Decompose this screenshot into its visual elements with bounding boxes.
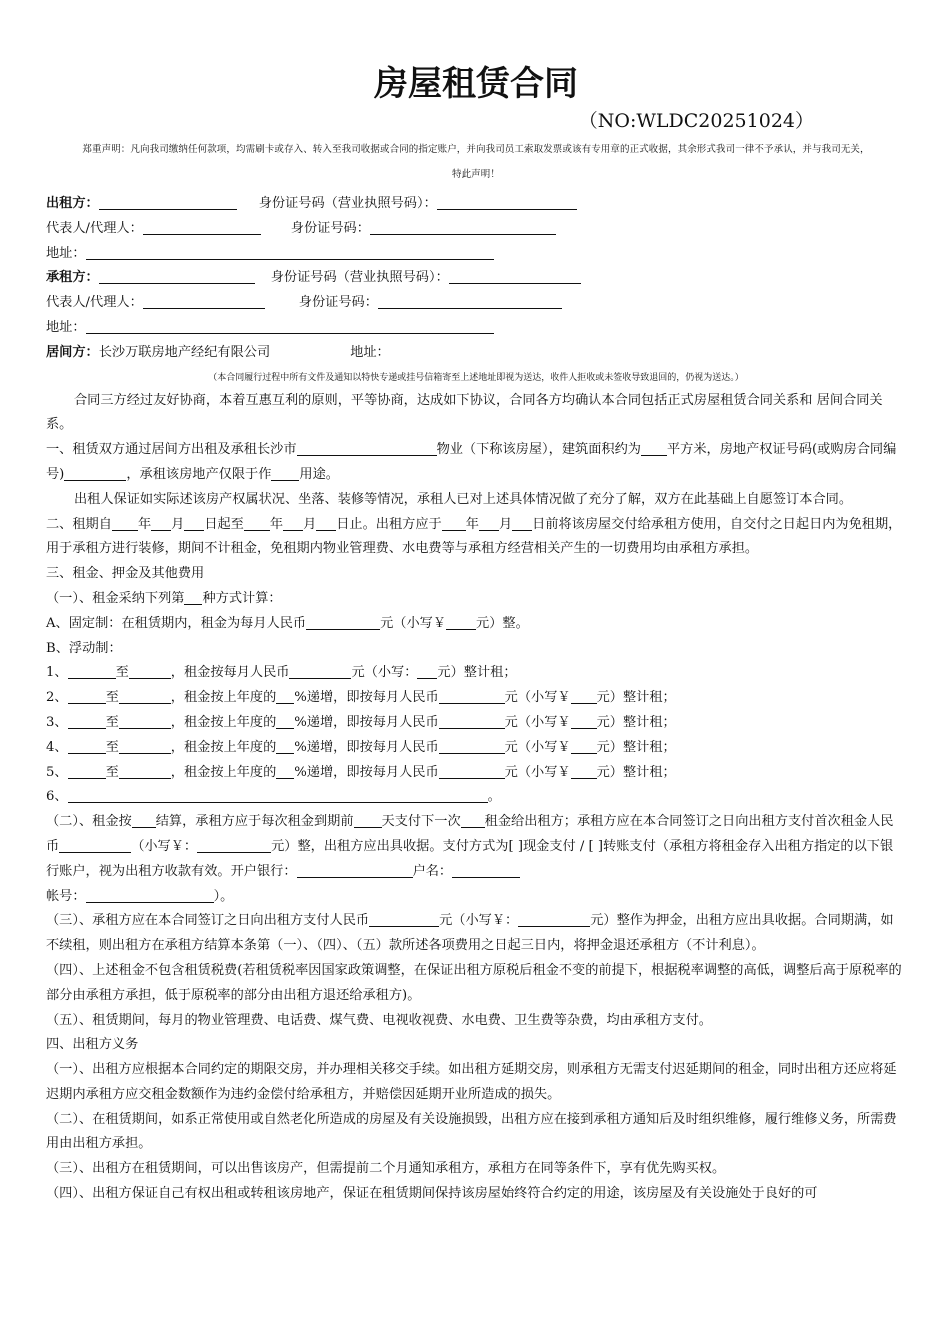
period-to-blank[interactable] <box>129 662 171 679</box>
lessee-id-blank[interactable] <box>449 267 581 284</box>
service-of-notice-note: （本合同履行过程中所有文件及通知以特快专递或挂号信箱寄至上述地址即视为送达，收件人拒收或未签收导致退回的，仍视为送达。） <box>208 372 744 383</box>
rent-amount-blank[interactable] <box>439 687 505 704</box>
lessor-row <box>46 192 906 217</box>
clause-4-3: （三）、出租方在租赁期间，可以出售该房产，但需提前二个月通知承租方，承租方在同等条件下，享有优先购买权。 <box>46 1161 726 1177</box>
clause-3-3-text: 元（小写￥： <box>439 913 519 929</box>
lessee-id-label: 身份证号码（营业执照号码）： <box>270 270 449 286</box>
fixed-rent-figure-blank[interactable] <box>446 613 476 630</box>
lessor-agent-blank[interactable] <box>143 218 261 235</box>
row-text: %递增，即按每月人民币 <box>294 739 439 755</box>
clause-3-A-text: 元）整。 <box>476 615 529 631</box>
clause-2-text: 日起至 <box>204 516 244 532</box>
account-number-label: 帐号： <box>46 888 86 904</box>
broker-label: 居间方： <box>46 344 99 360</box>
period-from-blank[interactable] <box>68 662 116 679</box>
fixed-rent-blank[interactable] <box>306 613 380 630</box>
lessee-agent-blank[interactable] <box>143 292 265 309</box>
row-text: 。 <box>487 789 501 805</box>
lessor-label: 出租方： <box>46 196 99 211</box>
deposit-blank[interactable] <box>369 910 439 927</box>
row-prefix: 4、 <box>46 739 68 755</box>
row-text: 至 <box>105 764 119 780</box>
row-text: 元）整计租； <box>596 739 676 755</box>
period-from-blank[interactable] <box>68 712 106 729</box>
clause-3-A-text: 元（小写￥ <box>380 615 447 631</box>
clause-4-2: （二）、在租赁期间，如系正常使用或自然老化所造成的房屋及有关设施损毁，出租方应在接到承租方通知后及时组织维修，履行维修义务，所需费用由出租方承担。 <box>46 1111 897 1152</box>
solemn-declaration <box>46 136 906 188</box>
row-text: ，租金按上年度的 <box>170 714 277 730</box>
lessee-agent-id-label: 身份证号码： <box>298 295 378 311</box>
clause-3-1-text: 种方式计算： <box>202 590 282 606</box>
clause-3-heading: 三、租金、押金及其他费用 <box>46 566 205 582</box>
lessee-address-label: 地址： <box>46 319 86 335</box>
clause-3-3-text: 元）整作为押金，出租方应出具收据。合同期满，如不续租，则出租方在承租方结算本条第（一）、（四）、（五）款所述各项费用之日起三日内，将押金退还承租方（不计利息）。 <box>46 913 894 954</box>
start-month-blank[interactable] <box>151 514 171 531</box>
other-terms-blank[interactable] <box>68 786 488 803</box>
end-day-blank[interactable] <box>316 514 336 531</box>
first-rent-figure-blank[interactable] <box>197 836 271 853</box>
period-to-blank[interactable] <box>119 762 171 779</box>
clause-1-text: 平方米，房地产权证号码(或购房合同编号) <box>46 442 897 482</box>
contract-page <box>46 60 906 1207</box>
period-from-blank[interactable] <box>68 687 106 704</box>
row-prefix: 1、 <box>46 665 68 681</box>
row-text: %递增，即按每月人民币 <box>294 764 439 780</box>
row-text: 至 <box>105 690 119 706</box>
handover-month-blank[interactable] <box>479 514 499 531</box>
row-text: 元）整计租； <box>596 714 676 730</box>
floating-rent-row-2 <box>46 686 906 711</box>
period-to-blank[interactable] <box>119 712 171 729</box>
lessor-address-label: 地址： <box>46 245 86 261</box>
account-name-blank[interactable] <box>452 861 520 878</box>
clause-3-B: B、浮动制： <box>46 640 122 656</box>
clause-3-2-text: 元）整，出租方应出具收据。支付方式为[ ]现金支付 / [ ]转账支付（承租方将租金存入出租方指定的以下银行账户，视为出租方收款有效。开户银行： <box>46 838 894 879</box>
clause-1-text: 用途。 <box>299 466 339 482</box>
clause-3-2 <box>46 810 906 884</box>
period-to-blank[interactable] <box>119 737 171 754</box>
row-prefix: 2、 <box>46 690 68 706</box>
increase-rate-blank[interactable] <box>276 712 294 729</box>
floating-rent-row-3 <box>46 711 906 736</box>
row-prefix: 3、 <box>46 714 68 730</box>
clause-2 <box>46 513 906 563</box>
row-text: 至 <box>115 665 129 681</box>
bank-name-blank[interactable] <box>297 861 413 878</box>
lessor-id-label: 身份证号码（营业执照号码）： <box>258 196 437 211</box>
period-from-blank[interactable] <box>68 762 106 779</box>
end-month-blank[interactable] <box>283 514 303 531</box>
increase-rate-blank[interactable] <box>276 762 294 779</box>
clause-4-heading: 四、出租方义务 <box>46 1037 139 1053</box>
row-text: 元（小写￥ <box>504 714 571 730</box>
row-text: 至 <box>105 714 119 730</box>
area-blank[interactable] <box>641 439 667 456</box>
rent-figure-blank[interactable] <box>571 737 597 754</box>
clause-3-A <box>46 612 906 637</box>
broker-address-label: 地址： <box>350 344 390 360</box>
account-number-blank[interactable] <box>86 886 214 903</box>
clause-3-4: （四）、上述租金不包含租赁税费(若租赁税率因国家政策调整，在保证出租方原税后租金不变的前提下，根据税率调整的高低，调整后高于原税率的部分由承租方承担，低于原税率的部分由出租方退还给承租方)。 <box>46 962 902 1003</box>
row-text: ，租金按上年度的 <box>170 690 277 706</box>
lessee-agent-id-blank[interactable] <box>378 292 562 309</box>
rent-amount-blank[interactable] <box>439 712 505 729</box>
end-year-blank[interactable] <box>244 514 270 531</box>
usage-blank[interactable] <box>271 464 299 481</box>
row-text: %递增，即按每月人民币 <box>294 690 439 706</box>
row-text: 元（小写￥ <box>504 764 571 780</box>
broker-name: 长沙万联房地产经纪有限公司 <box>98 344 271 360</box>
floating-rent-row-6 <box>46 785 906 810</box>
certificate-no-blank[interactable] <box>64 464 126 481</box>
intro-paragraph: 合同三方经过友好协商，本着互惠互利的原则，平等协商，达成如下协议，合同各方均确认本合同包括正式房屋租赁合同关系和 居间合同关系。 <box>46 392 883 433</box>
row-prefix: 5、 <box>46 764 68 780</box>
increase-rate-blank[interactable] <box>276 737 294 754</box>
clause-2-text: 日内为免租期，用于承租方进行装修，期间不计租金，免租期内物业管理费、水电费等与承租方经营相关产生的一切费用均由承租方承担。 <box>46 516 902 557</box>
clause-1 <box>46 438 906 488</box>
next-rent-blank[interactable] <box>461 811 485 828</box>
row-text: 元（小写￥ <box>504 690 571 706</box>
row-text: 至 <box>105 739 119 755</box>
row-text: 元）整计租； <box>596 764 676 780</box>
start-day-blank[interactable] <box>184 514 204 531</box>
floating-rent-row-4 <box>46 736 906 761</box>
clause-1-guarantee: 出租人保证如实际述该房产权属状况、坐落、装修等情况，承租人已对上述具体情况做了充分了解，双方在此基础上自愿签订本合同。 <box>74 491 853 507</box>
lessor-agent-label: 代表人/代理人： <box>46 220 143 236</box>
row-text: ，租金按上年度的 <box>170 739 277 755</box>
clause-3-5: （五）、租赁期间，每月的物业管理费、电话费、煤气费、电视收视费、水电费、卫生费等杂费，均由承租方支付。 <box>46 1012 712 1028</box>
row-text: 元）整计租； <box>437 665 517 681</box>
clause-3-2-text: 天支付下一次 <box>381 814 461 830</box>
deposit-figure-blank[interactable] <box>518 910 590 927</box>
clause-3-3 <box>46 909 906 959</box>
row-text: %递增，即按每月人民币 <box>294 714 439 730</box>
handover-year-blank[interactable] <box>442 514 466 531</box>
lessor-agent-row <box>46 217 906 242</box>
clause-1-text: 物业（下称该房屋），建筑面积约为 <box>436 442 641 458</box>
settlement-period-blank[interactable] <box>132 811 156 828</box>
rent-figure-blank[interactable] <box>571 687 597 704</box>
row-text: 元）整计租； <box>596 690 676 706</box>
method-choice-blank[interactable] <box>184 588 202 605</box>
floating-rent-row-5 <box>46 761 906 786</box>
clause-2-text: 年 <box>137 516 152 532</box>
clause-2-text: 日前将该房屋交付给承租方使用，自交付之日起 <box>532 516 810 532</box>
row-text: 元（小写： <box>351 665 418 681</box>
floating-rent-row-1 <box>46 661 906 686</box>
clause-3-2-text: 租金给出租方；承租方应在本合同签订之日向出租方支付首次租金人民币 <box>46 814 894 854</box>
first-rent-blank[interactable] <box>59 836 131 853</box>
contract-title: 房屋租赁合同 <box>374 64 578 104</box>
contract-number: （NO:WLDC20251024） <box>578 110 814 132</box>
property-location-blank[interactable] <box>297 439 437 456</box>
clause-3-2-account <box>46 885 906 910</box>
clause-2-text: 年 <box>465 516 479 532</box>
clause-3-2-text: 户名： <box>412 863 453 879</box>
lessor-id-blank[interactable] <box>437 193 577 210</box>
rent-figure-blank[interactable] <box>417 662 437 679</box>
lessor-agent-id-label: 身份证号码： <box>290 220 370 236</box>
lessee-agent-label: 代表人/代理人： <box>46 295 143 311</box>
clause-3-1-text: （一）、租金采纳下列第 <box>46 590 185 606</box>
clause-2-text: 年 <box>269 516 284 532</box>
lessee-name-blank[interactable] <box>99 267 255 284</box>
row-prefix: 6、 <box>46 789 68 805</box>
clause-3-1 <box>46 587 906 612</box>
clause-3-2-text: （二）、租金按 <box>46 814 132 830</box>
rent-amount-blank[interactable] <box>439 762 505 779</box>
clause-2-text: 月 <box>171 516 185 532</box>
rent-amount-blank[interactable] <box>289 662 351 679</box>
clause-1-text: 一、租赁双方通过居间方出租及承租长沙市 <box>46 442 297 458</box>
clause-2-text: 月 <box>303 516 317 532</box>
handover-day-blank[interactable] <box>512 514 532 531</box>
clause-4-4: （四）、出租方保证自己有权出租或转租该房地产，保证在租赁期间保持该房屋始终符合约定的用途，该房屋及有关设施处于良好的可 <box>46 1186 818 1202</box>
clause-2-text: 日止。出租方应于 <box>336 516 442 532</box>
period-from-blank[interactable] <box>68 737 106 754</box>
lessor-agent-id-blank[interactable] <box>370 218 556 235</box>
lessee-label: 承租方： <box>46 270 99 286</box>
rent-figure-blank[interactable] <box>571 712 597 729</box>
clause-4-1: （一）、出租方应根据本合同约定的期限交房，并办理相关移交手续。如出租方延期交房，则承租方无需支付迟延期间的租金，同时出租方还应将延迟期内承租方应交租金数额作为违约金偿付给承租方，并赔偿因延期开业所造成的损失。 <box>46 1062 897 1102</box>
lessee-agent-row <box>46 291 906 316</box>
lessor-address-row <box>46 242 906 267</box>
clause-2-text: 月 <box>498 516 513 532</box>
row-text: ，租金按上年度的 <box>170 764 277 780</box>
broker-row <box>46 341 906 366</box>
clause-2-text: 二、租期自 <box>46 516 112 532</box>
lessor-name-blank[interactable] <box>99 193 237 210</box>
lessee-row <box>46 266 906 291</box>
clause-3-3-text: （三）、承租方应在本合同签订之日向出租方支付人民币 <box>46 913 370 929</box>
clause-3-2-text: ）。 <box>213 888 234 904</box>
lessee-address-row <box>46 316 906 341</box>
start-year-blank[interactable] <box>112 514 138 531</box>
row-text: ，租金按每月人民币 <box>170 665 290 681</box>
lessee-address-blank[interactable] <box>86 317 494 334</box>
declaration-line-2: 特此声明！ <box>451 169 500 180</box>
rent-figure-blank[interactable] <box>571 762 597 779</box>
rent-amount-blank[interactable] <box>439 737 505 754</box>
row-text: 元（小写￥ <box>504 739 571 755</box>
clause-3-2-text: 结算，承租方应于每次租金到期前 <box>155 814 354 830</box>
declaration-line-1: 郑重声明：凡向我司缴纳任何款项，均需刷卡或存入、转入至我司收据或合同的指定账户，并向我司员工索取发票或该有专用章的正式收据，其余形式我司一律不予承认，并与我司无关， <box>82 144 870 155</box>
lessor-address-blank[interactable] <box>86 243 494 260</box>
clause-1-text: ，承租该房地产仅限于作 <box>126 466 272 482</box>
clause-3-A-text: A、固定制：在租赁期内，租金为每月人民币 <box>46 615 307 631</box>
days-in-advance-blank[interactable] <box>354 811 382 828</box>
increase-rate-blank[interactable] <box>276 687 294 704</box>
clause-3-2-text: （小写￥： <box>131 838 198 854</box>
period-to-blank[interactable] <box>119 687 171 704</box>
